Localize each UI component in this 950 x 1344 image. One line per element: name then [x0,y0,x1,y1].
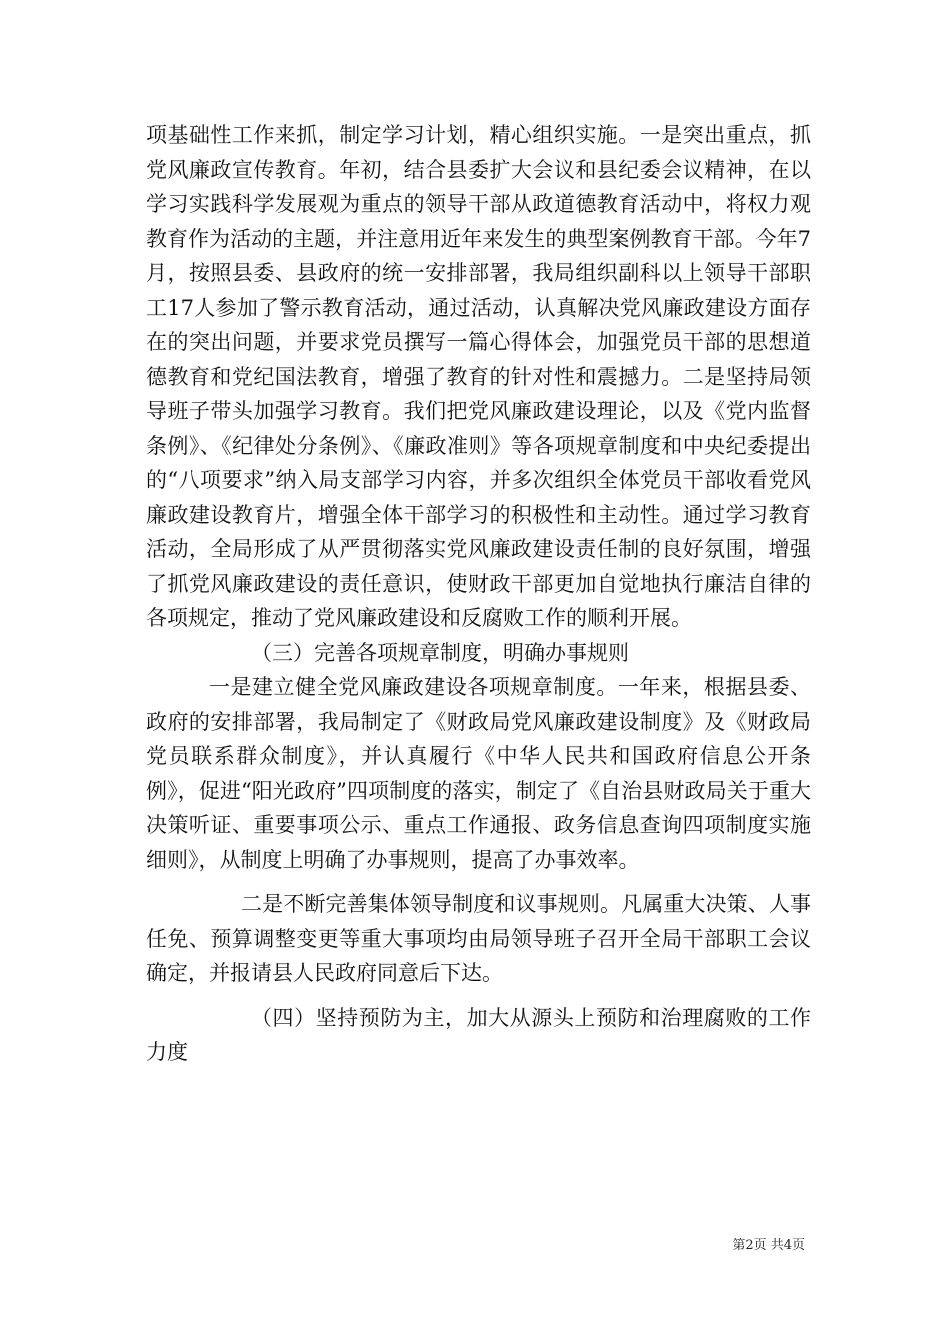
document-body [146,118,811,1070]
paragraph-rules-system: 一是建立健全党风廉政建设各项规章制度。一年来，根据县委、政府的安排部署，我局制定了《财政局党风廉政建设制度》及《财政局党员联系群众制度》，并认真履行《中华人民共和国政府信息公开条例》，促进“阳光政府”四项制度的落实，制定了《自治县财政局关于重大决策听证、重要事项公示、重点工作通报、政务信息查询四项制度实施细则》，从制度上明确了办事规则，提高了办事效率。 [146,675,811,872]
paragraph-collective-leadership: 二是不断完善集体领导制度和议事规则。凡属重大决策、人事任免、预算调整变更等重大事项均由局领导班子召开全局干部职工会议确定，并报请县人民政府同意后下达。 [146,892,811,985]
page-footer: 第2页 共4页 [732,1238,805,1253]
paragraph-study-education: 项基础性工作来抓，制定学习计划，精心组织实施。一是突出重点，抓党风廉政宣传教育。年初，结合县委扩大会议和县纪委会议精神，在以学习实践科学发展观为重点的领导干部从政道德教育活动中，将权力观教育作为活动的主题，并注意用近年来发生的典型案例教育干部。今年7月，按照县委、县政府的统一安排部署，我局组织副科以上领导干部职工17人参加了警示教育活动，通过活动，认真解决党风廉政建设方面存在的突出问题，并要求党员撰写一篇心得体会，加强党员干部的思想道德教育和党纪国法教育，增强了教育的针对性和震撼力。二是坚持局领导班子带头加强学习教育。我们把党风廉政建设理论，以及《党内监督条例》、《纪律处分条例》、《廉政准则》等各项规章制度和中央纪委提出的“八项要求”纳入局支部学习内容，并多次组织全体党员干部收看党风廉政建设教育片，增强全体干部学习的积极性和主动性。通过学习教育活动，全局形成了从严贯彻落实党风廉政建设责任制的良好氛围，增强了抓党风廉政建设的责任意识，使财政干部更加自觉地执行廉洁自律的各项规定，推动了党风廉政建设和反腐败工作的顺利开展。 [146,123,811,630]
section-heading-4: （四）坚持预防为主，加大从源头上预防和治理腐败的工作力度 [146,1005,811,1064]
section-heading-3: （三）完善各项规章制度，明确办事规则 [251,640,629,665]
